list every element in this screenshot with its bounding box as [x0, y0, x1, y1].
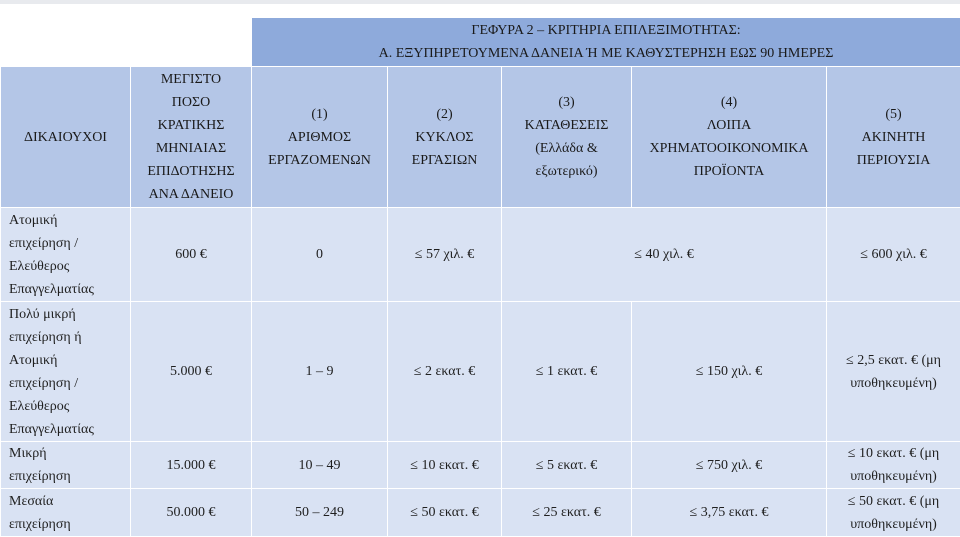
title-line-1: ΓΕΦΥΡΑ 2 – ΚΡΙΤΗΡΙΑ ΕΠΙΛΕΞΙΜΟΤΗΤΑΣ: [255, 19, 957, 42]
other-financial-value: ≤ 3,75 εκατ. € [632, 489, 827, 537]
max-amount-value: 5.000 € [131, 302, 252, 442]
title-row [1, 18, 960, 67]
header-property: (5) ΑΚΙΝΗΤΗ ΠΕΡΙΟΥΣΙΑ [827, 67, 960, 208]
title-line-2: Α. ΕΞΥΠΗΡΕΤΟΥΜΕΝΑ ΔΑΝΕΙΑ Ή ΜΕ ΚΑΘΥΣΤΕΡΗΣΗ ΕΩΣ 90 ΗΜΕΡΕΣ [255, 42, 957, 65]
beneficiary-name: Ατομική επιχείρηση / Ελεύθερος Επαγγελματίας [1, 208, 131, 302]
header-employees: (1) ΑΡΙΘΜΟΣ ΕΡΓΑΖΟΜΕΝΩΝ [252, 67, 388, 208]
header-beneficiaries: ΔΙΚΑΙΟΥΧΟΙ [1, 67, 131, 208]
property-value: ≤ 50 εκατ. € (μη υποθηκευμένη) [827, 489, 960, 537]
property-value: ≤ 10 εκατ. € (μη υποθηκευμένη) [827, 442, 960, 489]
header-deposits: (3) ΚΑΤΑΘΕΣΕΙΣ (Ελλάδα & εξωτερικό) [502, 67, 632, 208]
header-other-financial: (4) ΛΟΙΠΑ ΧΡΗΜΑΤΟΟΙΚΟΝΟΜΙΚΑ ΠΡΟΪΟΝΤΑ [632, 67, 827, 208]
beneficiary-name: Πολύ μικρή επιχείρηση ή Ατομική επιχείρηση / Ελεύθερος Επαγγελματίας [1, 302, 131, 442]
deposits-value: ≤ 25 εκατ. € [502, 489, 632, 537]
table-row [1, 208, 960, 302]
eligibility-table [0, 17, 960, 537]
deposits-other-value: ≤ 40 χιλ. € [502, 208, 827, 302]
header-row [1, 67, 960, 208]
table-title [252, 18, 960, 67]
beneficiary-name: Μικρή επιχείρηση [1, 442, 131, 489]
max-amount-value: 50.000 € [131, 489, 252, 537]
blank-corner [1, 18, 252, 67]
other-financial-value: ≤ 150 χιλ. € [632, 302, 827, 442]
table-row [1, 489, 960, 537]
turnover-value: ≤ 50 εκατ. € [388, 489, 502, 537]
turnover-value: ≤ 10 εκατ. € [388, 442, 502, 489]
employees-value: 1 – 9 [252, 302, 388, 442]
deposits-value: ≤ 5 εκατ. € [502, 442, 632, 489]
table-row [1, 302, 960, 442]
table-row [1, 442, 960, 489]
max-amount-value: 15.000 € [131, 442, 252, 489]
deposits-value: ≤ 1 εκατ. € [502, 302, 632, 442]
turnover-value: ≤ 2 εκατ. € [388, 302, 502, 442]
top-strip [0, 0, 960, 4]
turnover-value: ≤ 57 χιλ. € [388, 208, 502, 302]
max-amount-value: 600 € [131, 208, 252, 302]
employees-value: 50 – 249 [252, 489, 388, 537]
header-max-amount: ΜΕΓΙΣΤΟ ΠΟΣΟ ΚΡΑΤΙΚΗΣ ΜΗΝΙΑΙΑΣ ΕΠΙΔΟΤΗΣΗΣ ΑΝΑ ΔΑΝΕΙΟ [131, 67, 252, 208]
other-financial-value: ≤ 750 χιλ. € [632, 442, 827, 489]
beneficiary-name: Μεσαία επιχείρηση [1, 489, 131, 537]
employees-value: 0 [252, 208, 388, 302]
employees-value: 10 – 49 [252, 442, 388, 489]
header-turnover: (2) ΚΥΚΛΟΣ ΕΡΓΑΣΙΩΝ [388, 67, 502, 208]
property-value: ≤ 2,5 εκατ. € (μη υποθηκευμένη) [827, 302, 960, 442]
property-value: ≤ 600 χιλ. € [827, 208, 960, 302]
